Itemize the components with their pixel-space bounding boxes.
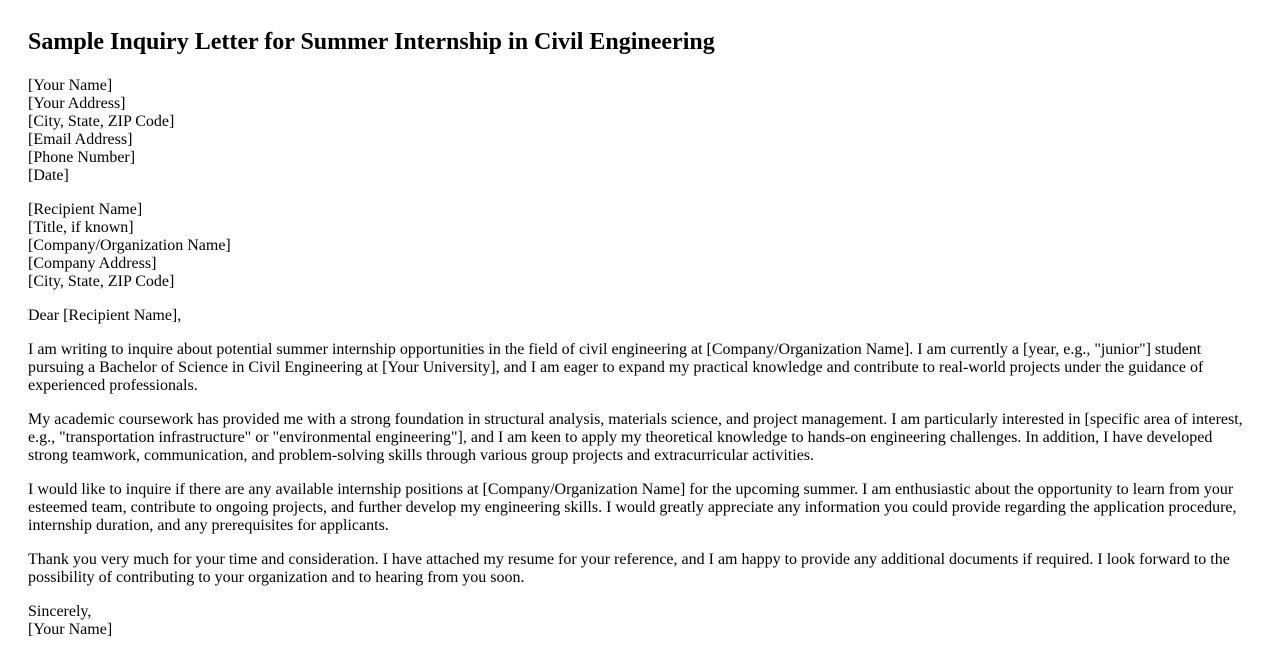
body-paragraph-intro: I am writing to inquire about potential summer internship opportunities in the field of civil engineering at [Company/Organization Name]. I am currently a [year, e.g., "junior"] student pursuing a Bachelor of Science in Civil Engineering at [Your University], and I am eager to expand my practical knowledge and contribute to real-world projects under the guidance of experienced professionals. — [28, 341, 1204, 394]
sender-address-block — [28, 77, 1250, 185]
recipient-company-address: [Company Address] — [28, 255, 157, 272]
closing-phrase: Sincerely, — [28, 603, 92, 620]
body-paragraph-inquiry: I would like to inquire if there are any available internship positions at [Company/Organization Name] for the upcoming summer. I am enthusiastic about the opportunity to learn from your esteemed team, contribute to ongoing projects, and further develop my engineering skills. I would greatly appreciate any information you could provide regarding the application procedure, internship duration, and any prerequisites for applicants. — [28, 481, 1237, 534]
closing-block — [28, 603, 1250, 639]
sender-address: [Your Address] — [28, 95, 126, 112]
recipient-address-block — [28, 201, 1250, 291]
sender-name: [Your Name] — [28, 77, 113, 94]
signature-name: [Your Name] — [28, 621, 113, 638]
recipient-name: [Recipient Name] — [28, 201, 143, 218]
sender-city-state-zip: [City, State, ZIP Code] — [28, 113, 175, 130]
recipient-city-state-zip: [City, State, ZIP Code] — [28, 273, 175, 290]
recipient-company: [Company/Organization Name] — [28, 237, 231, 254]
body-paragraph-background: My academic coursework has provided me with a strong foundation in structural analysis, materials science, and project management. I am particularly interested in [specific area of interest, e.g., "transportation infrastructure" or "environmental engineering"], and I am keen to apply my theoretical knowledge to hands-on engineering challenges. In addition, I have developed strong teamwork, communication, and problem-solving skills through various group projects and extracurricular activities. — [28, 411, 1243, 464]
salutation: Dear [Recipient Name], — [28, 307, 182, 324]
sender-email: [Email Address] — [28, 131, 133, 148]
sender-phone: [Phone Number] — [28, 149, 136, 166]
letter-date: [Date] — [28, 167, 69, 184]
page-title: Sample Inquiry Letter for Summer Internship in Civil Engineering — [28, 29, 715, 55]
recipient-title: [Title, if known] — [28, 219, 134, 236]
body-paragraph-thanks: Thank you very much for your time and consideration. I have attached my resume for your reference, and I am happy to provide any additional documents if required. I look forward to the possibility of contributing to your organization and to hearing from you soon. — [28, 551, 1230, 586]
